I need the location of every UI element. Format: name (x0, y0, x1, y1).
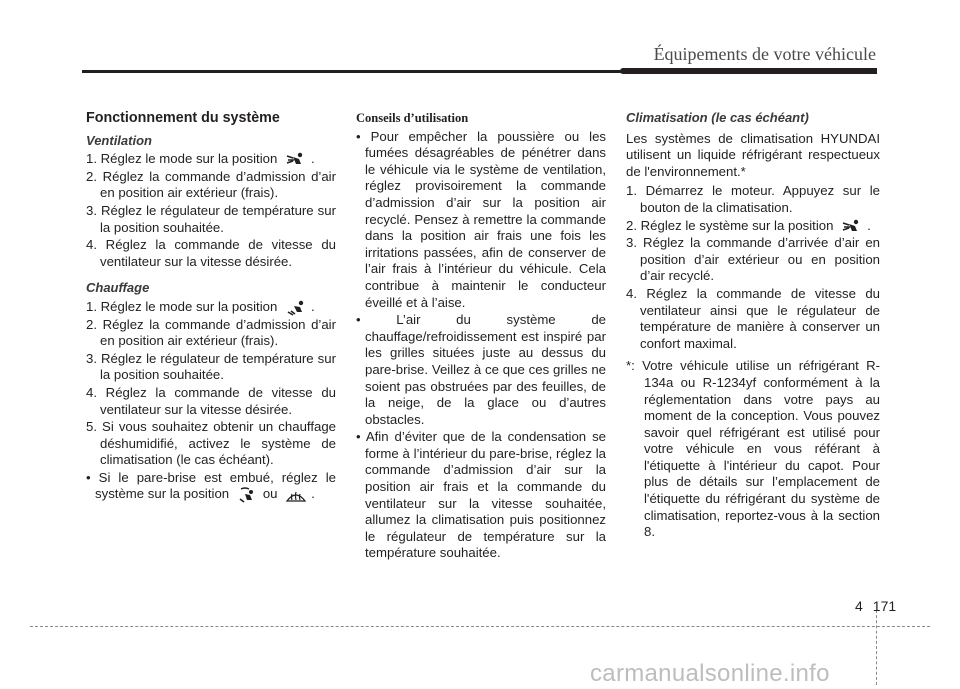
floor-defrost-icon (237, 487, 259, 501)
refrigerant-note: *: Votre véhicule utilise un réfrigérant R-134a ou R-1234yf conformément à la réglementation dans votre pays au moment de la conception. Vous pouvez savoir quel réfrigérant est utilisé pour votre véhicule en vous référant à l'étiquette à l'intérieur du capot. Pour plus de détails sur l’emplacement de l'étiquette du réfrigérant du système de climatisation, reportez-vous à la section 8. (626, 358, 880, 540)
column-operation (86, 110, 336, 504)
list-item: 4. Réglez la commande de vitesse du ventilateur sur la vitesse désirée. (86, 237, 336, 269)
defrost-icon (285, 487, 307, 501)
ventilation-heading: Ventilation (86, 132, 152, 148)
column-tips (356, 110, 606, 563)
list-item: • L’air du système de chauffage/refroidissement est inspiré par les grilles situées juste au dessus du pare-brise. Veillez à ce que ces grilles ne soient pas obstruées par des feuilles, de la neige, de la glace ou d’autres obstacles. (356, 312, 606, 427)
watermark: carmanualsonline.info (590, 660, 830, 687)
section-title: Fonctionnement du système (86, 110, 280, 126)
face-vent-icon (285, 152, 307, 166)
list-item: 3. Réglez le régulateur de température sur la position souhaitée. (86, 350, 336, 383)
ac-intro: Les systèmes de climatisation HYUNDAI utilisent un liquide réfrigérant respectueux de l'environnement.* (626, 130, 880, 179)
list-item: 3. Réglez la commande d’arrivée d’air en position d’air extérieur ou en position d’air recyclé. (626, 235, 880, 284)
chapter-number: 4 (855, 598, 863, 614)
footer-divider (876, 610, 877, 685)
list-item: 1. Réglez le mode sur la position . (86, 151, 315, 167)
ac-heading: Climatisation (le cas échéant) (626, 110, 809, 125)
list-item: 3. Réglez le régulateur de température sur la position souhaitée. (86, 202, 336, 235)
page-number-value: 171 (872, 598, 897, 614)
list-item: • Si le pare-brise est embué, réglez le système sur la position ou . (86, 469, 336, 502)
list-item: • Afin d’éviter que de la condensation se forme à l’intérieur du pare-brise, réglez la commande d’admission d’air sur la position air frais et la commande du ventilateur sur la vitesse souhaitée, allumez la climatisation puis positionnez le régulateur de température sur la température souhaitée. (356, 429, 606, 561)
floor-vent-icon (285, 300, 307, 314)
page-number (855, 598, 896, 614)
tips-heading: Conseils d’utilisation (356, 111, 469, 125)
list-item: 2. Réglez la commande d’admission d’air en position air extérieur (frais). (86, 316, 336, 349)
list-item: 1. Réglez le mode sur la position . (86, 298, 315, 314)
list-item: • Pour empêcher la poussière ou les fumées désagréables de pénétrer dans le véhicule via le système de ventilation, réglez provisoirement la commande d’admission d’air sur la position air recyclé. Pensez à remettre la commande dans la position air frais une fois les irritations passées, afin de conserver de l’air frais à l’intérieur du véhicule. Cela contribue à maintenir le conducteur éveillé et à l’aise. (356, 128, 606, 310)
list-item: 4. Réglez la commande de vitesse du ventilateur sur la vitesse désirée. (86, 384, 336, 417)
footer-rule (30, 626, 930, 627)
chauffage-heading: Chauffage (86, 280, 150, 296)
list-item: 4. Réglez la commande de vitesse du ventilateur ainsi que le régulateur de température de manière à conserver un confort maximal. (626, 285, 880, 351)
list-item: 5. Si vous souhaitez obtenir un chauffage déshumidifié, activez le système de climatisation (le cas échéant). (86, 419, 336, 468)
list-item: 2. Réglez la commande d’admission d’air en position air extérieur (frais). (86, 168, 336, 201)
face-vent-icon (841, 219, 863, 233)
list-item: 1. Démarrez le moteur. Appuyez sur le bouton de la climatisation. (626, 183, 880, 215)
header-title: Équipements de votre véhicule (653, 44, 876, 64)
list-item: 2. Réglez le système sur la position . (626, 217, 871, 233)
header-rule-accent (620, 68, 877, 74)
column-air-conditioning (626, 110, 880, 541)
